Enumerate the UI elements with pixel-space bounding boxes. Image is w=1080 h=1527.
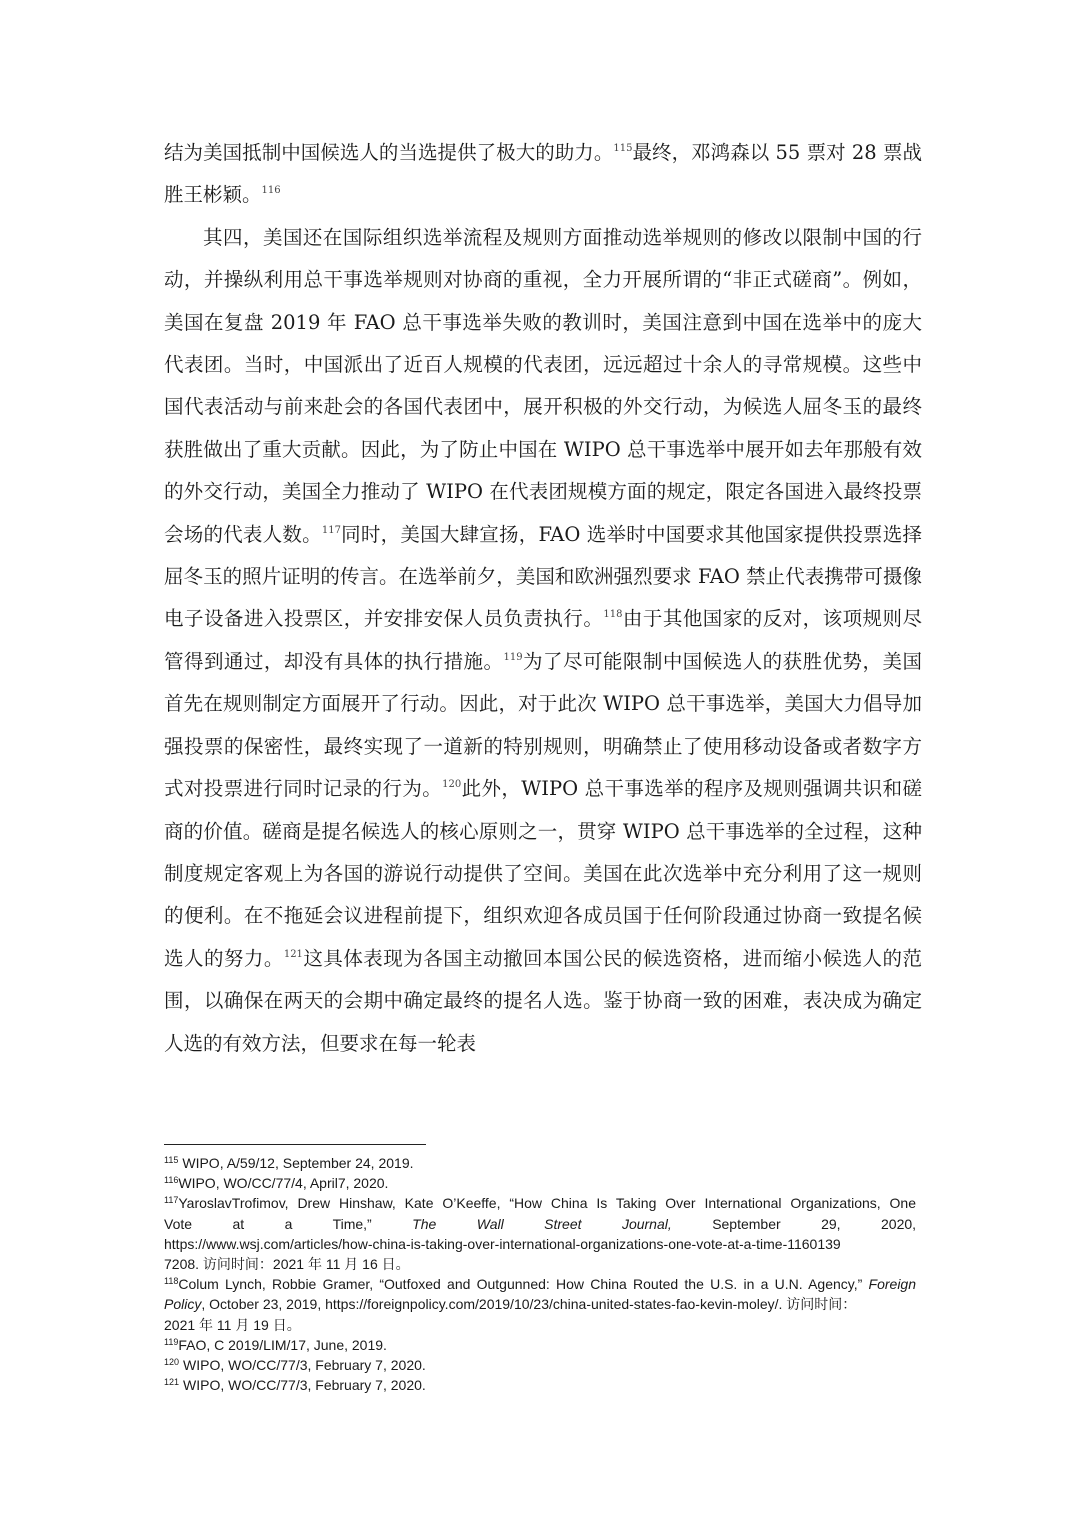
footnote-ref-121[interactable]: 121 [283,948,303,960]
paragraph-2 [164,217,922,1065]
footnote-divider [164,1144,426,1145]
footnote-116 [164,1173,916,1193]
paragraph-2-text-b: 同时，美国大肆宣扬，FAO 选举时中国要求其他国家提供投票选择屈冬玉的照片证明的传言。在选举前夕，美国和欧洲强烈要求 FAO 禁止代表携带可摄像电子设备进入投票区，并安排安保人员负责执行。 [164,522,922,631]
footnote-119 [164,1335,916,1355]
footnote-115 [164,1153,916,1173]
footnote-117-url[interactable]: https://www.wsj.com/articles/how-china-is-taking-over-international-organizations-one-vote-at-a-time-1160139 [164,1235,841,1252]
paragraph-2-text-e: 此外，WIPO 总干事选举的程序及规则强调共识和磋商的价值。磋商是提名候选人的核心原则之一，贯穿 WIPO 总干事选举的全过程，这种制度规定客观上为各国的游说行动提供了空间。美国在此次选举中充分利用了这一规则的便利。在不拖延会议进程前提下，组织欢迎各成员国于任何阶段通过协商一致提名候选人的努力。 [164,777,922,970]
paragraph-2-text-f: 这具体表现为各国主动撤回本国公民的候选资格，进而缩小候选人的范围，以确保在两天的会期中确定最终的提名人选。鉴于协商一致的困难，表决成为确定人选的有效方法，但要求在每一轮表 [164,946,922,1055]
footnote-number: 118 [164,1276,179,1287]
footnote-number: 120 [164,1357,180,1368]
footnote-ref-119[interactable]: 119 [503,651,523,663]
footnote-text: WIPO, A/59/12, September 24, 2019. [182,1155,414,1171]
footnote-text: , October 23, 2019, https://foreignpolicy.com/2019/10/23/china-united-states-fao-kevin-moley/. 访问时间： [201,1296,857,1313]
footnote-text: WIPO, WO/CC/77/4, April7, 2020. [178,1175,389,1192]
footnote-ref-115[interactable]: 115 [613,143,633,154]
footnote-number: 116 [164,1175,179,1186]
footnote-text: Colum Lynch, Robbie Gramer, “Outfoxed and Outgunned: How China Routed the U.S. in a U.N. Agency,” [178,1276,869,1293]
footnote-number: 115 [164,1155,179,1165]
footnote-italic: The [412,1215,437,1232]
footnote-ref-116[interactable]: 116 [261,185,281,197]
footnote-120 [164,1355,916,1375]
footnote-italic: Street [544,1215,582,1232]
footnote-118-access-date: 2021 年 11 月 19 日。 [164,1316,301,1333]
footnote-117 [164,1193,916,1274]
footnote-word: September [712,1215,781,1232]
paragraph-2-text-d: 为了尽可能限制中国候选人的获胜优势，美国首先在规则制定方面展开了行动。因此，对于此次 WIPO 总干事选举，美国大力倡导加强投票的保密性，最终实现了一道新的特别规则，明确禁止了使用移动设备或者数字方式对投票进行同时记录的行为。 [164,649,922,801]
footnote-word: Vote [164,1215,193,1232]
footnotes [164,1153,916,1395]
footnote-word: Time,” [332,1215,372,1232]
footnote-word: 29, [821,1215,841,1232]
footnote-word: a [284,1215,293,1232]
footnote-number: 117 [164,1195,179,1206]
footnote-number: 119 [164,1336,179,1347]
paragraph-2-text-a: 其四，美国还在国际组织选举流程及规则方面推动选举规则的修改以限制中国的行动，并操纵利用总干事选举规则对协商的重视，全力开展所谓的“非正式磋商”。例如，美国在复盘 2019 年 FAO 总干事选举失败的教训时，美国注意到中国在选举中的庞大代表团。当时，中国派出了近百人规模的代表团，远远超过十余人的寻常规模。这些中国代表活动与前来赴会的各国代表团中，展开积极的外交行动，为候选人屈冬玉的最终获胜做出了重大贡献。因此，为了防止中国在 WIPO 总干事选举中展开如去年那般有效的外交行动，美国全力推动了 WIPO 在代表团规模方面的规定，限定各国进入最终投票会场的代表人数。 [164,225,922,546]
footnote-italic: Wall [476,1215,504,1232]
footnote-italic: Foreign [868,1276,916,1293]
footnote-121 [164,1375,916,1395]
footnote-118-line-1 [164,1274,916,1294]
footnote-117-access-date: 7208. 访问时间：2021 年 11 月 16 日。 [164,1256,410,1273]
footnote-word: at [232,1215,245,1232]
footnote-118-line-2 [164,1294,916,1314]
footnote-italic: Journal, [621,1215,672,1232]
footnote-italic: Policy [164,1296,202,1313]
footnote-117-line-2 [164,1214,916,1234]
footnote-ref-117[interactable]: 117 [321,524,341,536]
footnote-ref-120[interactable]: 120 [442,779,462,791]
body-text [164,132,922,1065]
paragraph-1-text-b: 最终，邓鸿森以 55 票对 28 票战胜王彬颖。 [164,141,922,207]
paragraph-2-text-c: 由于其他国家的反对，该项规则尽管得到通过，却没有具体的执行措施。 [164,607,922,673]
footnote-text: FAO, C 2019/LIM/17, June, 2019. [178,1336,387,1353]
footnote-word: 2020, [881,1215,917,1232]
footnote-117-line-1 [164,1193,916,1213]
footnote-text: YaroslavTrofimov, Drew Hinshaw, Kate O’Keeffe, “How China Is Taking Over International Organizations, One [178,1195,916,1212]
footnote-ref-118[interactable]: 118 [603,609,623,621]
footnote-text: WIPO, WO/CC/77/3, February 7, 2020. [183,1357,426,1374]
footnote-text: WIPO, WO/CC/77/3, February 7, 2020. [183,1377,426,1394]
footnote-118 [164,1274,916,1335]
paragraph-1-text-a: 结为美国抵制中国候选人的当选提供了极大的助力。 [164,141,614,164]
paragraph-1 [164,132,922,217]
footnote-number: 121 [164,1377,180,1388]
